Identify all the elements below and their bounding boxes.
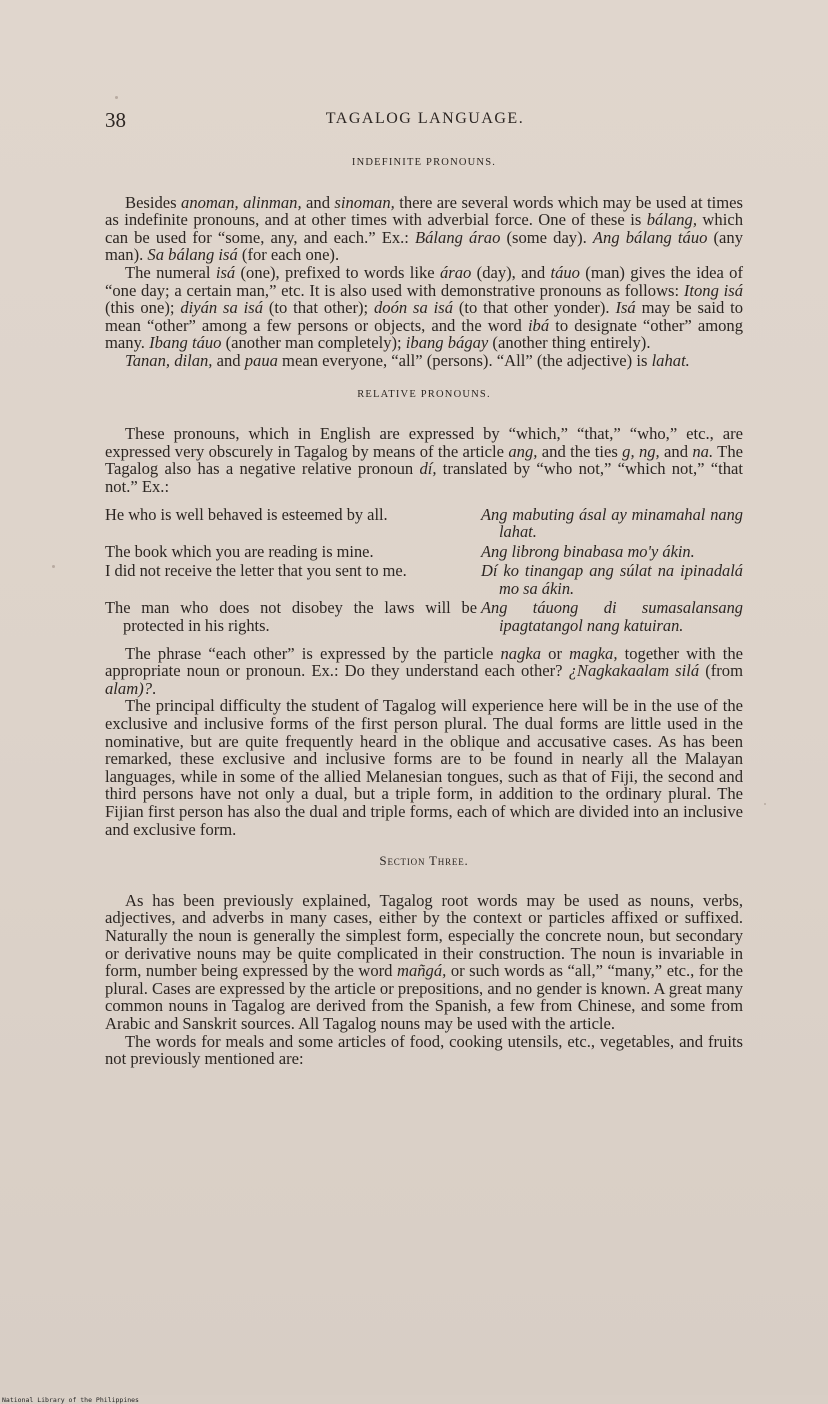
text-run: As has been previously explained, Tagalog root words may be used as nouns, verbs, adjectives, and adverbs in many cases, either by the context or particles affixed or suffixed. Naturally the noun is generally the simplest form, especially the concrete noun, but secondary or derivative nouns may be quite complicated in their construction. The noun is invariable in form, number being expressed by the word <box>105 890 743 981</box>
running-title: TAGALOG LANGUAGE. <box>325 110 525 127</box>
text-run: (this one); <box>105 298 181 318</box>
heading-section-three: Section Three. <box>379 853 469 869</box>
ink-speck <box>115 96 118 99</box>
ink-speck <box>764 803 766 805</box>
italic-term: ¿Nagkakaalam silá <box>568 661 700 681</box>
text-run: together with the appropriate noun or pronoun. Ex.: Do they understand each other? <box>105 643 743 681</box>
italic-term: Bálang árao <box>415 227 501 247</box>
italic-term: Tanan, dilan, <box>125 350 213 370</box>
italic-term: na. <box>692 441 714 461</box>
example-english: I did not receive the letter that you sent to me. <box>105 561 407 581</box>
italic-term: lahat. <box>651 350 690 370</box>
paragraph <box>105 264 743 352</box>
heading-relative-pronouns: RELATIVE PRONOUNS. <box>357 388 491 400</box>
text-run: or such words as “all,” “many,” etc., for the plural. Cases are expressed by the article or prepositions, and no gender is known. A great many common nouns in Tagalog are derived from the Spanish, a few from Chinese, and some from Arabic and Sanskrit sources. All Tagalog nouns may be used with the article. <box>105 961 743 1033</box>
paragraph <box>105 352 743 370</box>
text-run: (another man completely); <box>221 333 406 353</box>
example-row <box>105 562 743 599</box>
italic-term: ibá <box>527 315 550 335</box>
italic-term: Itong isá <box>683 280 744 300</box>
italic-term: doón sa isá <box>373 298 453 318</box>
italic-term: ibang bágay <box>405 333 489 353</box>
italic-term: isá <box>215 262 236 282</box>
text-run: . <box>152 678 157 698</box>
paragraph <box>105 697 743 838</box>
text-run: and <box>301 192 335 212</box>
text-run: Besides <box>125 192 182 212</box>
example-tagalog: Ang mabuting ásal ay minamahal nang lahat. <box>481 504 743 542</box>
italic-term: nagka <box>500 643 542 663</box>
text-run: The phrase “each other” is expressed by the particle <box>125 643 501 663</box>
italic-term: táuo <box>550 262 580 282</box>
text-run: (some day). <box>500 227 593 247</box>
text-run: (from <box>699 661 743 681</box>
italic-term: sinoman, <box>334 192 395 212</box>
paragraph <box>105 194 743 264</box>
example-english: The man who does not disobey the laws will be protected in his rights. <box>105 598 477 636</box>
italic-term: paua <box>244 350 278 370</box>
page-number: 38 <box>105 108 126 132</box>
text-run: translated by “who not,” “which not,” “that not.” Ex.: <box>105 459 743 496</box>
paragraph <box>105 425 743 495</box>
example-tagalog: Dí ko tinangap ang súlat na ipinadalá mo sa ákin. <box>481 561 743 598</box>
text-run: (to that other yonder). <box>453 298 616 318</box>
text-run: which can be used for “some, any, and each.” Ex.: <box>105 210 743 247</box>
example-tagalog: Ang táuong di sumasalansang ipagtatangol nang katuiran. <box>481 598 743 636</box>
paragraph <box>105 1033 743 1068</box>
heading-indefinite-pronouns: INDEFINITE PRONOUNS. <box>351 157 497 168</box>
text-run: The Tagalog also has a negative relative pronoun <box>105 441 743 479</box>
text-run: and <box>659 441 693 461</box>
example-row <box>105 543 743 563</box>
page-body <box>105 150 743 1068</box>
text-run: mean everyone, “all” (persons). “All” (the adjective) is <box>277 350 652 370</box>
example-row <box>105 599 743 636</box>
text-run: The words for meals and some articles of food, cooking utensils, etc., vegetables, and fruits not previously mentioned are: <box>105 1031 743 1069</box>
text-run: These pronouns, which in English are expressed by “which,” “that,” “who,” etc., are expressed very obscurely in Tagalog by means of the article <box>105 424 743 461</box>
text-run: may be said to mean “other” among a few persons or objects, and the word <box>105 298 743 335</box>
italic-term: Sa bálang isá <box>147 245 238 265</box>
italic-term: alinman, <box>243 192 302 212</box>
text-run: to designate “other” among many. <box>105 315 743 353</box>
italic-term: magka, <box>569 643 618 663</box>
text-run: The numeral <box>125 262 216 282</box>
italic-term: dí, <box>419 459 437 479</box>
text-run: and the ties <box>537 441 623 461</box>
text-run: (to that other); <box>263 298 374 318</box>
text-run: (man) gives the idea of “one day; a certain man,” etc. It is also used with demonstrative pronouns as follows: <box>105 262 743 300</box>
example-row <box>105 506 743 543</box>
text-run: (any man). <box>105 227 744 265</box>
text-run: (one), prefixed to words like <box>235 262 440 282</box>
examples-table <box>105 506 743 637</box>
italic-term: mañgá, <box>396 961 447 981</box>
example-english: He who is well behaved is esteemed by all. <box>105 504 388 524</box>
italic-term: g, ng, <box>622 441 660 461</box>
paragraph <box>105 892 743 1033</box>
page-header <box>105 108 745 134</box>
italic-term: Ang bálang táuo <box>592 227 708 247</box>
italic-term: ang, <box>508 441 538 461</box>
italic-term: bálang, <box>646 210 697 230</box>
text-run: and <box>212 350 245 370</box>
italic-term: Ibang táuo <box>149 333 222 353</box>
text-run: (for each one). <box>237 245 340 265</box>
text-run: (day), and <box>471 262 551 282</box>
example-tagalog: Ang librong binabasa mo'y ákin. <box>481 541 695 561</box>
italic-term: diyán sa isá <box>180 298 264 318</box>
paragraph <box>105 645 743 698</box>
italic-term: árao <box>439 262 472 282</box>
ink-speck <box>52 565 55 568</box>
text-run: The principal difficulty the student of Tagalog will experience here will be in the use of the exclusive and inclusive forms of the first person plural. The dual forms are little used in the nominative, but are quite frequently heard in the oblique and accusative cases. As has been remarked, these exclusive and inclusive forms are to be found in nearly all the Malayan languages, while in some of the allied Melanesian tongues, such as that of Fiji, the second and third persons have not only a dual, but a triple form, in addition to the ordinary plural. The Fijian first person has also the dual and triple forms, each of which are divided into an inclusive and exclusive form. <box>105 696 743 839</box>
library-credit: National Library of the Philippines <box>2 1396 139 1404</box>
italic-term: alam)? <box>105 678 153 698</box>
text-run: there are several words which may be used at times as indefinite pronouns, and at other times with adverbial force. One of these is <box>105 192 743 230</box>
italic-term: anoman, <box>181 192 239 212</box>
text-run: or <box>541 643 570 663</box>
italic-term: Isá <box>615 298 636 318</box>
text-run: (another thing entirely). <box>488 333 651 353</box>
example-english: The book which you are reading is mine. <box>105 541 374 561</box>
